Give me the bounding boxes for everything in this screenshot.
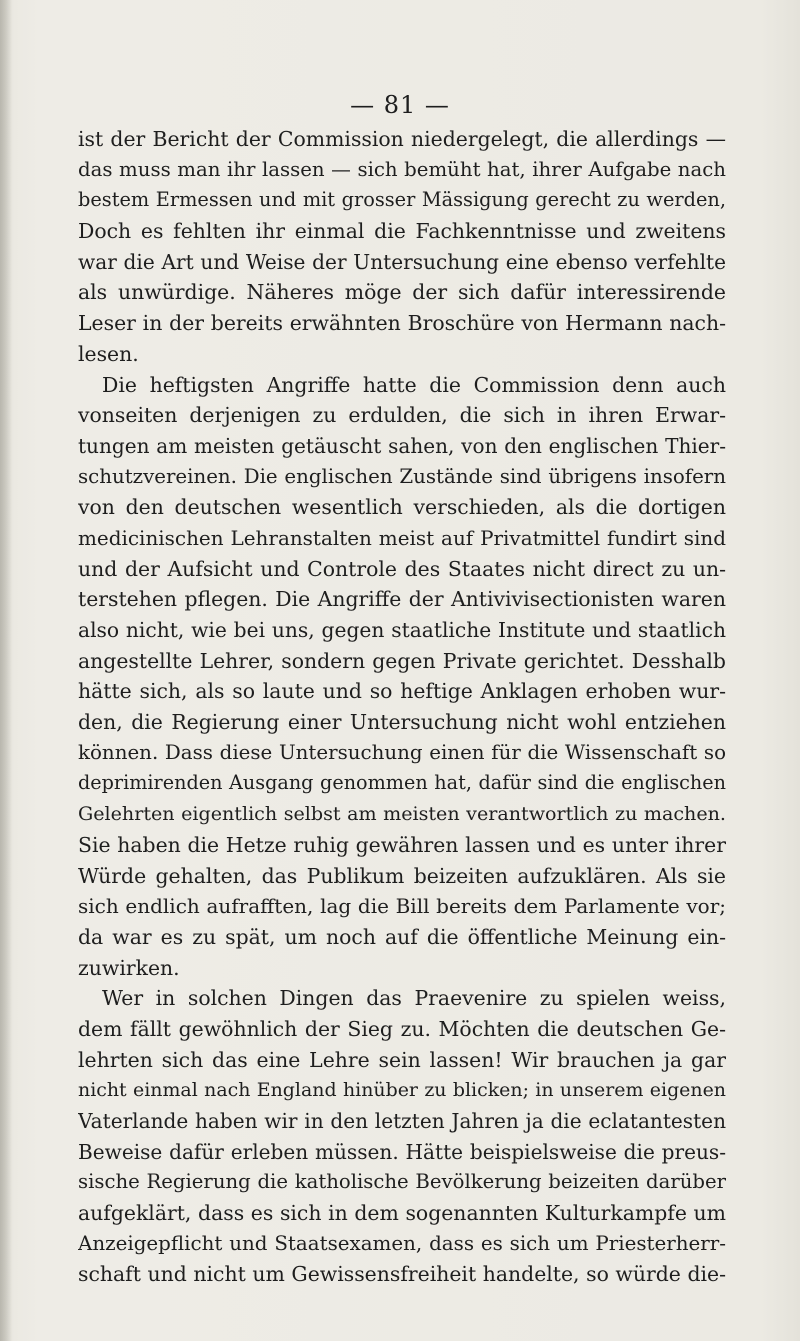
text-line: Wer in solchen Dingen das Praevenire zu spielen weiss, bbox=[102, 986, 726, 1011]
text-line: Doch es fehlten ihr einmal die Fachkenntnisse und zweitens bbox=[78, 219, 726, 244]
text-line: war die Art und Weise der Untersuchung eine ebenso verfehlte bbox=[78, 249, 726, 274]
text-line: dem fällt gewöhnlich der Sieg zu. Möchten die deutschen Ge- bbox=[78, 1016, 726, 1041]
text-line: sische Regierung die katholische Bevölkerung beizeiten darüber bbox=[78, 1170, 726, 1194]
text-line: angestellte Lehrer, sondern gegen Private gerichtet. Desshalb bbox=[78, 648, 726, 673]
text-line: tungen am meisten getäuscht sahen, von den englischen Thier- bbox=[78, 433, 726, 458]
text-line: vonseiten derjenigen zu erdulden, die sich in ihren Erwar- bbox=[78, 403, 726, 428]
text-line: Würde gehalten, das Publikum beizeiten aufzuklären. Als sie bbox=[78, 863, 726, 888]
page-gutter-shadow bbox=[0, 0, 12, 1341]
text-line: medicinischen Lehranstalten meist auf Privatmittel fundirt sind bbox=[78, 525, 726, 550]
text-line: Die heftigsten Angriffe hatte die Commission denn auch bbox=[102, 372, 726, 397]
text-line: Gelehrten eigentlich selbst am meisten verantwortlich zu machen. bbox=[78, 802, 726, 826]
text-line: zuwirken. bbox=[78, 955, 180, 980]
text-line: bestem Ermessen und mit grosser Mässigung gerecht zu werden, bbox=[78, 188, 726, 212]
text-line: können. Dass diese Untersuchung einen für die Wissenschaft so bbox=[78, 740, 726, 764]
body-text bbox=[78, 124, 726, 1290]
text-line: schaft und nicht um Gewissensfreiheit handelte, so würde die- bbox=[78, 1262, 726, 1287]
text-line: und der Aufsicht und Controle des Staates nicht direct zu un- bbox=[78, 556, 726, 581]
text-line: von den deutschen wesentlich verschieden, als die dortigen bbox=[78, 495, 726, 520]
text-line: also nicht, wie bei uns, gegen staatliche Institute und staatlich bbox=[78, 618, 726, 642]
page-number: — 81 — bbox=[350, 91, 450, 119]
text-line: ist der Bericht der Commission niedergelegt, die allerdings — bbox=[78, 127, 726, 151]
text-line: schutzvereinen. Die englischen Zustände sind übrigens insofern bbox=[78, 464, 726, 488]
text-line: Anzeigepflicht und Staatsexamen, dass es sich um Priesterherr- bbox=[78, 1231, 726, 1255]
text-line: das muss man ihr lassen — sich bemüht hat, ihrer Aufgabe nach bbox=[78, 157, 726, 181]
text-line: lesen. bbox=[78, 341, 139, 366]
text-line: terstehen pflegen. Die Angriffe der Antivivisectionisten waren bbox=[78, 587, 726, 612]
text-line: Leser in der bereits erwähnten Broschüre von Hermann nach- bbox=[78, 311, 726, 336]
text-line: sich endlich aufrafften, lag die Bill bereits dem Parlamente vor; bbox=[78, 894, 726, 919]
text-line: Vaterlande haben wir in den letzten Jahren ja die eclatantesten bbox=[78, 1109, 726, 1133]
text-line: lehrten sich das eine Lehre sein lassen! Wir brauchen ja gar bbox=[78, 1047, 726, 1072]
text-line: Sie haben die Hetze ruhig gewähren lassen und es unter ihrer bbox=[78, 832, 726, 857]
text-line: nicht einmal nach England hinüber zu blicken; in unserem eigenen bbox=[78, 1079, 726, 1102]
text-line: Beweise dafür erleben müssen. Hätte beispielsweise die preus- bbox=[78, 1139, 726, 1164]
text-line: deprimirenden Ausgang genommen hat, dafür sind die englischen bbox=[78, 771, 726, 795]
text-line: den, die Regierung einer Untersuchung nicht wohl entziehen bbox=[78, 710, 726, 735]
text-line: hätte sich, als so laute und so heftige Anklagen erhoben wur- bbox=[78, 679, 726, 704]
text-line: da war es zu spät, um noch auf die öffentliche Meinung ein- bbox=[78, 924, 726, 949]
text-line: aufgeklärt, dass es sich in dem sogenannten Kulturkampfe um bbox=[78, 1201, 726, 1226]
text-line: als unwürdige. Näheres möge der sich dafür interessirende bbox=[78, 280, 726, 305]
